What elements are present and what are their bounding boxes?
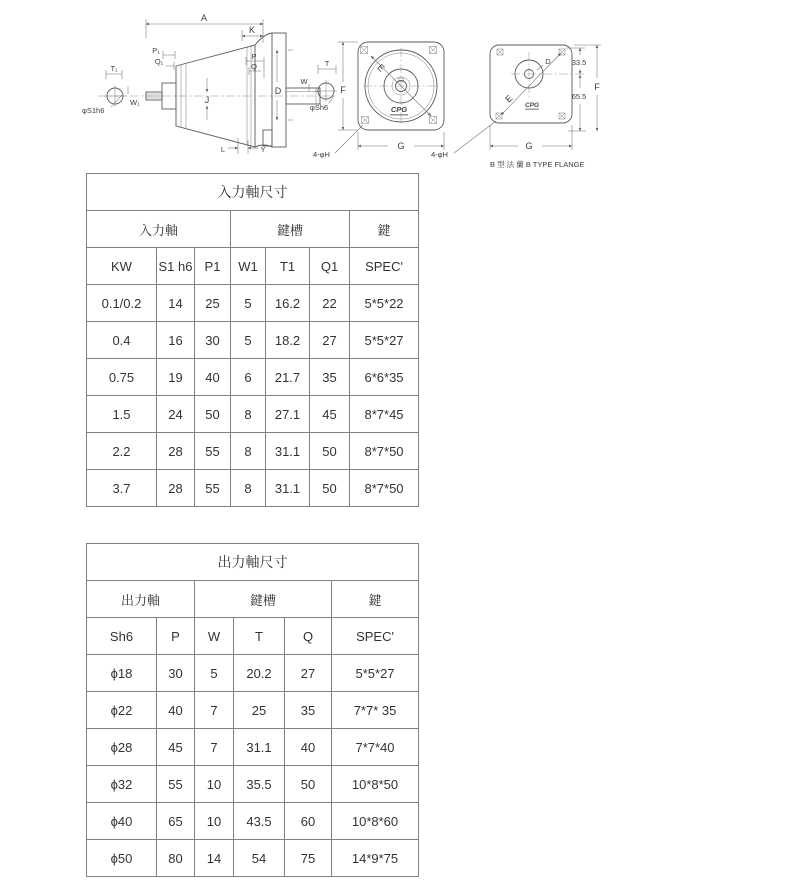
dim-label-f-flange: F	[594, 82, 600, 92]
table-cell: 10	[195, 766, 234, 803]
group-header-key: 鍵	[350, 211, 419, 248]
table-row	[87, 729, 419, 766]
table-cell: 31.1	[234, 729, 285, 766]
table-cell: 22	[310, 285, 350, 322]
table-header-row	[87, 248, 419, 285]
column-header: P	[157, 618, 195, 655]
table-cell: 3.7	[87, 470, 157, 507]
table-cell: 50	[310, 470, 350, 507]
group-header-keyway: 鍵槽	[195, 581, 332, 618]
table-row	[87, 840, 419, 877]
dim-label-w: W	[300, 77, 308, 86]
group-header-key: 鍵	[332, 581, 419, 618]
table-cell: 30	[157, 655, 195, 692]
table-cell: 80	[157, 840, 195, 877]
table-cell: 25	[195, 285, 231, 322]
table-cell: 5	[231, 322, 266, 359]
table-cell: 60	[285, 803, 332, 840]
dim-label-e-flange: E	[503, 93, 515, 105]
hole-count-label-flange: 4-φH	[431, 150, 448, 159]
table-row	[87, 359, 419, 396]
table-cell: 10*8*50	[332, 766, 419, 803]
table-cell: 27.1	[266, 396, 310, 433]
table-cell: 8	[231, 470, 266, 507]
logo-subtext-mark-flange	[525, 109, 539, 110]
table-cell: 8*7*50	[350, 470, 419, 507]
table-cell: 14	[157, 285, 195, 322]
table-body	[87, 285, 419, 507]
table-cell: 0.1/0.2	[87, 285, 157, 322]
table-row	[87, 433, 419, 470]
table-cell: 45	[310, 396, 350, 433]
logo-subtext-mark-front	[390, 114, 408, 116]
table-cell: 40	[157, 692, 195, 729]
group-header-input-shaft: 入力軸	[87, 211, 231, 248]
table-cell: 5*5*27	[350, 322, 419, 359]
table-cell: 50	[310, 433, 350, 470]
dim-label-p1: P₁	[152, 46, 160, 55]
output-shaft-table	[86, 543, 419, 877]
table-cell: 40	[285, 729, 332, 766]
table-cell: 5	[231, 285, 266, 322]
table-cell: 5	[195, 655, 234, 692]
table-cell: 18.2	[266, 322, 310, 359]
table-cell: 7	[195, 729, 234, 766]
table-cell: 28	[157, 470, 195, 507]
table-cell: ϕ28	[87, 729, 157, 766]
column-header: T1	[266, 248, 310, 285]
table-cell: 55	[157, 766, 195, 803]
table-body	[87, 655, 419, 877]
table-cell: 2.2	[87, 433, 157, 470]
column-header: KW	[87, 248, 157, 285]
input-shaft-table	[86, 173, 419, 507]
table-cell: 31.1	[266, 470, 310, 507]
table-row	[87, 470, 419, 507]
table-cell: 28	[157, 433, 195, 470]
dim-label-e-front: E	[375, 62, 387, 74]
column-header: Q1	[310, 248, 350, 285]
gear-motor-drawing	[80, 8, 615, 172]
table-cell: 25	[234, 692, 285, 729]
dim-label-655: 65.5	[571, 92, 587, 101]
table-cell: 6*6*35	[350, 359, 419, 396]
table-group-row	[87, 581, 419, 618]
table-cell: 16	[157, 322, 195, 359]
dim-label-l: L	[220, 145, 226, 154]
table-cell: 55	[195, 433, 231, 470]
table-cell: 31.1	[266, 433, 310, 470]
dim-label-k: K	[248, 25, 256, 35]
table-title: 入力軸尺寸	[87, 174, 419, 211]
table-cell: 6	[231, 359, 266, 396]
table-cell: ϕ18	[87, 655, 157, 692]
column-header: P1	[195, 248, 231, 285]
table-cell: ϕ50	[87, 840, 157, 877]
table-cell: 0.4	[87, 322, 157, 359]
table-cell: ϕ40	[87, 803, 157, 840]
table-row	[87, 396, 419, 433]
table-row	[87, 692, 419, 729]
table-cell: 1.5	[87, 396, 157, 433]
group-header-output-shaft: 出力軸	[87, 581, 195, 618]
table-cell: 8	[231, 433, 266, 470]
table-cell: 75	[285, 840, 332, 877]
column-header: S1 h6	[157, 248, 195, 285]
output-shaft-diameter-label: φSh6	[310, 103, 329, 112]
table-cell: 35	[285, 692, 332, 729]
dim-label-w1: W₁	[130, 98, 140, 107]
dim-label-d: D	[274, 86, 282, 96]
table-row	[87, 803, 419, 840]
table-cell: 20.2	[234, 655, 285, 692]
dim-label-d-flange: D	[545, 57, 551, 66]
dim-label-q1: Q₁	[154, 57, 164, 66]
table-cell: 16.2	[266, 285, 310, 322]
table-cell: 40	[195, 359, 231, 396]
table-cell: 55	[195, 470, 231, 507]
flange-view-drawing	[431, 45, 601, 169]
table-cell: 43.5	[234, 803, 285, 840]
table-cell: 21.7	[266, 359, 310, 396]
table-cell: 24	[157, 396, 195, 433]
dim-label-q: Q	[251, 62, 257, 71]
table-cell: 65	[157, 803, 195, 840]
column-header: SPEC'	[332, 618, 419, 655]
group-header-keyway: 鍵槽	[231, 211, 350, 248]
brand-logo-flange: CPG	[524, 102, 540, 109]
table-row	[87, 322, 419, 359]
column-header: T	[234, 618, 285, 655]
dim-label-f-front: F	[340, 85, 346, 95]
table-cell: 7	[195, 692, 234, 729]
table-cell: ϕ22	[87, 692, 157, 729]
table-cell: 14*9*75	[332, 840, 419, 877]
brand-logo-front: CPG	[390, 105, 408, 114]
table-cell: 10	[195, 803, 234, 840]
table-row	[87, 766, 419, 803]
table-row	[87, 285, 419, 322]
table-cell: 8*7*45	[350, 396, 419, 433]
table-row	[87, 655, 419, 692]
table-cell: 30	[195, 322, 231, 359]
column-header: Sh6	[87, 618, 157, 655]
table-cell: 5*5*22	[350, 285, 419, 322]
table-cell: 35.5	[234, 766, 285, 803]
dim-label-t: T	[324, 59, 330, 68]
column-header: Q	[285, 618, 332, 655]
dim-label-g-front: G	[397, 141, 405, 151]
dim-label-g-flange: G	[525, 141, 533, 151]
dim-label-j: J	[204, 95, 210, 105]
table-cell: 10*8*60	[332, 803, 419, 840]
table-cell: 0.75	[87, 359, 157, 396]
table-cell: 19	[157, 359, 195, 396]
table-cell: 5*5*27	[332, 655, 419, 692]
table-title-row	[87, 544, 419, 581]
side-view-drawing	[82, 13, 338, 154]
table-cell: 7*7*40	[332, 729, 419, 766]
table-cell: 27	[285, 655, 332, 692]
table-cell: 45	[157, 729, 195, 766]
column-header: W	[195, 618, 234, 655]
column-header: SPEC'	[350, 248, 419, 285]
table-cell: 14	[195, 840, 234, 877]
technical-drawings	[80, 8, 615, 172]
table-cell: 54	[234, 840, 285, 877]
front-view-drawing	[313, 42, 444, 159]
table-cell: 50	[195, 396, 231, 433]
table-cell: 35	[310, 359, 350, 396]
dim-label-p: P	[251, 52, 257, 61]
table-header-row	[87, 618, 419, 655]
table-group-row	[87, 211, 419, 248]
column-header: W1	[231, 248, 266, 285]
table-cell: ϕ32	[87, 766, 157, 803]
dim-label-t1: T₁	[110, 64, 118, 73]
hole-count-label-front: 4-φH	[313, 150, 330, 159]
table-cell: 50	[285, 766, 332, 803]
table-cell: 8	[231, 396, 266, 433]
flange-caption: B 型 法 蘭 B TYPE FLANGE	[490, 160, 585, 169]
dim-label-a: A	[200, 13, 208, 23]
dim-label-y: Y	[260, 145, 266, 154]
table-cell: 7*7* 35	[332, 692, 419, 729]
table-title-row	[87, 174, 419, 211]
table-title: 出力軸尺寸	[87, 544, 419, 581]
table-cell: 8*7*50	[350, 433, 419, 470]
input-shaft-end-detail	[82, 64, 140, 115]
table-cell: 27	[310, 322, 350, 359]
input-shaft-diameter-label: φS1h6	[82, 106, 105, 115]
dim-label-335: 33.5	[571, 58, 587, 67]
